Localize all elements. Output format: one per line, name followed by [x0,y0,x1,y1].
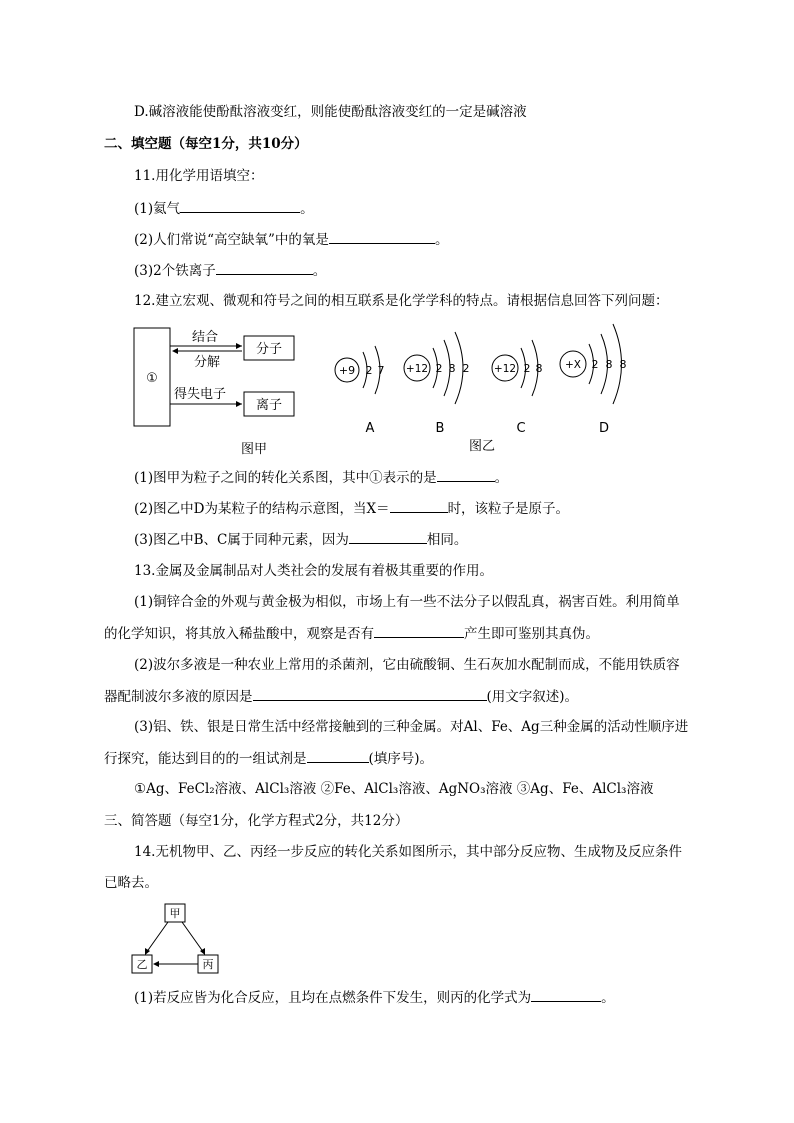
electron-count: 2 [365,364,373,377]
electron-count: 2 [591,358,599,371]
figure-yi-caption: 图乙 [468,439,496,454]
molecule-label: 分子 [255,342,283,357]
figure-jia-caption: 图甲 [240,442,268,457]
question-13: 13.金属及金属制品对人类社会的发展有着极其重要的作用。 [134,563,493,579]
section-2-title: 二、填空题（每空1分，共10分） [104,136,308,152]
answer-blank[interactable] [329,229,435,244]
answer-blank[interactable] [253,686,487,701]
electron-count: 2 [435,362,443,375]
electron-count: 8 [605,358,613,371]
atom-structure-c [492,340,543,436]
electron-count: 7 [377,364,385,377]
electron-count: 8 [619,358,627,371]
atom-structure-a [335,346,385,436]
answer-blank[interactable] [307,748,369,763]
q11-part2: (2)人们常说“高空缺氧”中的氧是 。 [134,229,448,250]
q13-part2-line2: 器配制波尔多液的原因是 (用文字叙述)。 [104,686,578,707]
circle-one-label: ① [146,371,158,386]
question-11: 11.用化学用语填空： [134,168,264,184]
atom-label-b: B [435,421,445,436]
q12-part3: (3)图乙中B、C属于同种元素，因为 相同。 [134,529,467,550]
q12-part2: (2)图乙中D为某粒子的结构示意图，当X＝ 时，该粒子是原子。 [134,498,569,519]
q13-part3-line1: (3)铝、铁、银是日常生活中经常接触到的三种金属。对Al、Fe、Ag三种金属的活动性顺序进 [134,719,689,735]
label-bing: 丙 [202,958,214,971]
answer-blank[interactable] [390,498,448,513]
arrowhead [236,343,242,349]
nucleus-charge: +12 [493,363,517,375]
combine-label: 结合 [192,330,219,345]
label-yi: 乙 [136,958,148,971]
q11-part1: (1)氦气 。 [134,198,314,219]
q14-part1: (1)若反应皆为化合反应，且均在点燃条件下发生，则丙的化学式为 。 [134,987,615,1008]
split-label: 分解 [194,355,221,370]
q13-part3-line2: 行探究，能达到目的的一组试剂是 (填序号)。 [104,748,433,769]
atom-structure-d [560,324,627,436]
electron-count: 8 [535,362,543,375]
electron-count: 8 [448,362,456,375]
label-jia: 甲 [169,907,181,920]
electron-transfer-label: 得失电子 [174,387,227,402]
arrow-jia-yi [146,922,168,953]
figure-yi [325,312,655,462]
ion-label: 离子 [255,398,283,413]
answer-blank[interactable] [349,529,427,544]
section-3-title: 三、简答题（每空1分，化学方程式2分，共12分） [104,813,409,829]
nucleus-charge: +12 [405,363,429,375]
atom-label-a: A [365,421,375,436]
answer-blank[interactable] [374,623,464,638]
nucleus-charge: +X [565,359,581,371]
arrow-jia-bing [182,922,204,953]
answer-blank[interactable] [180,198,300,213]
question-14-line1: 14.无机物甲、乙、丙经一步反应的转化关系如图所示，其中部分反应物、生成物及反应条件 [134,844,682,860]
arrowhead [153,961,159,967]
electron-count: 2 [523,362,531,375]
atom-label-c: C [516,421,526,436]
q11-part3: (3)2个铁离子 。 [134,260,326,281]
atom-structure-b [404,332,470,436]
q12-part1: (1)图甲为粒子之间的转化关系图，其中①表示的是 。 [134,467,508,488]
nucleus-charge: +9 [338,364,356,377]
q13-options: ①Ag、FeCl₂溶液、AlCl₃溶液 ②Fe、AlCl₃溶液、AgNO₃溶液 ③Ag、Fe、AlCl₃溶液 [134,781,654,797]
option-d: D.碱溶液能使酚酞溶液变红，则能使酚酞溶液变红的一定是碱溶液 [134,104,527,120]
electron-count: 2 [462,362,470,375]
question-14-line2: 已略去。 [104,875,158,891]
question-12: 12.建立宏观、微观和符号之间的相互联系是化学学科的特点。请根据信息回答下列问题： [134,293,669,309]
answer-blank[interactable] [216,260,313,275]
answer-blank[interactable] [531,987,601,1002]
arrowhead [236,401,242,407]
q13-part1-line1: (1)铜锌合金的外观与黄金极为相似，市场上有一些不法分子以假乱真，祸害百姓。利用简单 [134,594,680,610]
figure-jia [130,322,320,462]
q13-part2-line1: (2)波尔多液是一种农业上常用的杀菌剂，它由硫酸铜、生石灰加水配制而成，不能用铁质容 [134,657,680,673]
arrowhead [172,348,178,354]
atom-label-d: D [598,421,610,436]
q13-part1-line2: 的化学知识，将其放入稀盐酸中，观察是否有 产生即可鉴别其真伪。 [104,623,599,644]
figure-q14 [128,900,228,980]
answer-blank[interactable] [437,467,495,482]
